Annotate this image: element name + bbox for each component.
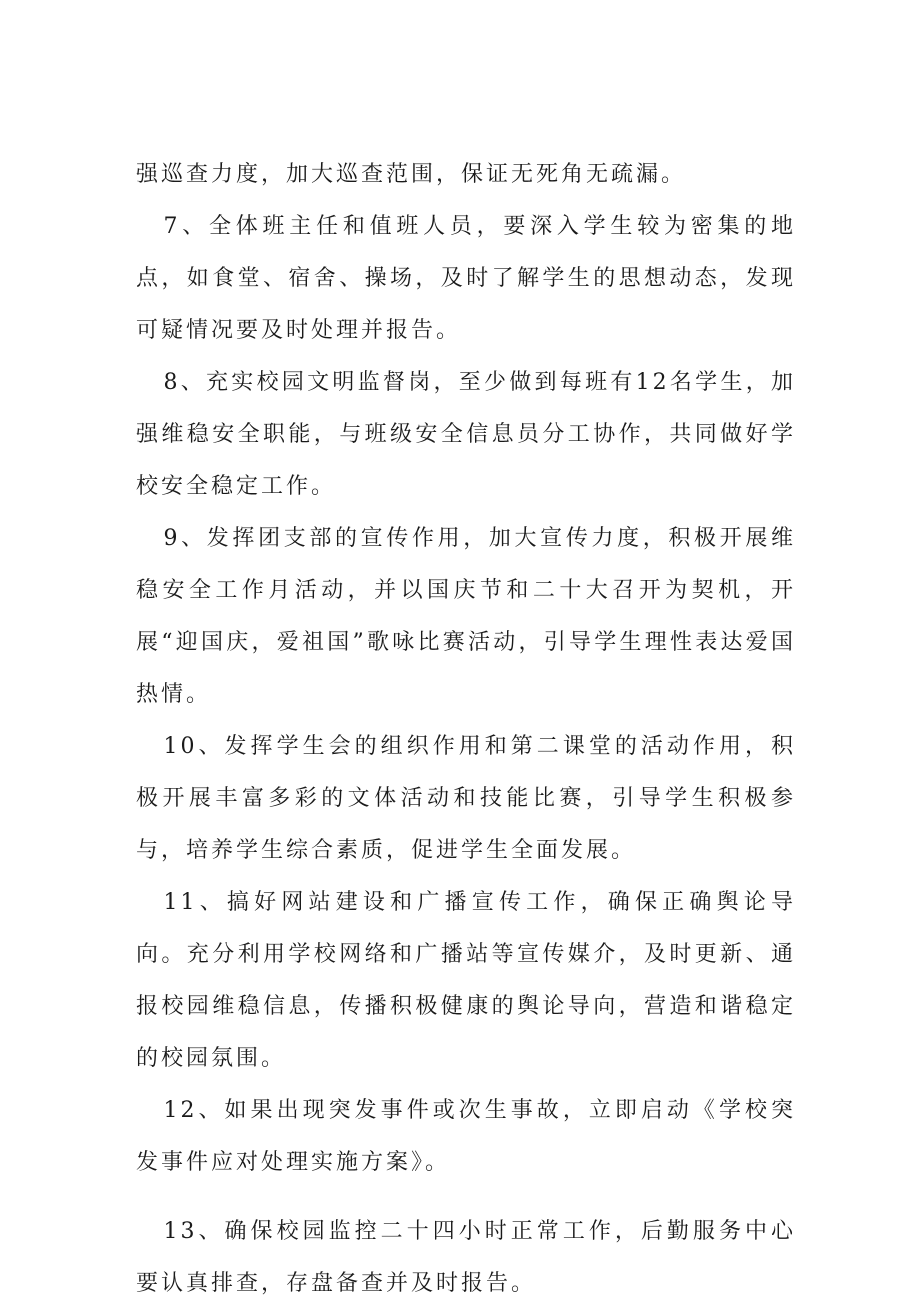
paragraph-item-12: 12、如果出现突发事件或次生事故，立即启动《学校突发事件应对处理实施方案》。 [136,1098,796,1175]
paragraph-item-7: 7、全体班主任和值班人员，要深入学生较为密集的地点，如食堂、宿舍、操场，及时了解学生的思想动态，发现可疑情况要及时处理并报告。 [136,214,796,343]
paragraph-item-11: 11、搞好网站建设和广播宣传工作，确保正确舆论导向。充分利用学校网络和广播站等宣传媒介，及时更新、通报校园维稳信息，传播积极健康的舆论导向，营造和谐稳定的校园氛围。 [136,890,796,1071]
paragraph-item-10: 10、发挥学生会的组织作用和第二课堂的活动作用，积极开展丰富多彩的文体活动和技能比赛，引导学生积极参与，培养学生综合素质，促进学生全面发展。 [136,734,796,863]
paragraph-item-13: 13、确保校园监控二十四小时正常工作，后勤服务中心要认真排查，存盘备查并及时报告。 [136,1219,796,1296]
paragraph-item-9: 9、发挥团支部的宣传作用，加大宣传力度，积极开展维稳安全工作月活动，并以国庆节和二十大召开为契机，开展“迎国庆，爱祖国”歌咏比赛活动，引导学生理性表达爱国热情。 [136,526,796,707]
paragraph-item-8: 8、充实校园文明监督岗，至少做到每班有12名学生，加强维稳安全职能，与班级安全信息员分工协作，共同做好学校安全稳定工作。 [136,370,796,499]
document-body [136,149,796,1310]
paragraph-continuation: 强巡查力度，加大巡查范围，保证无死角无疏漏。 [136,162,687,187]
